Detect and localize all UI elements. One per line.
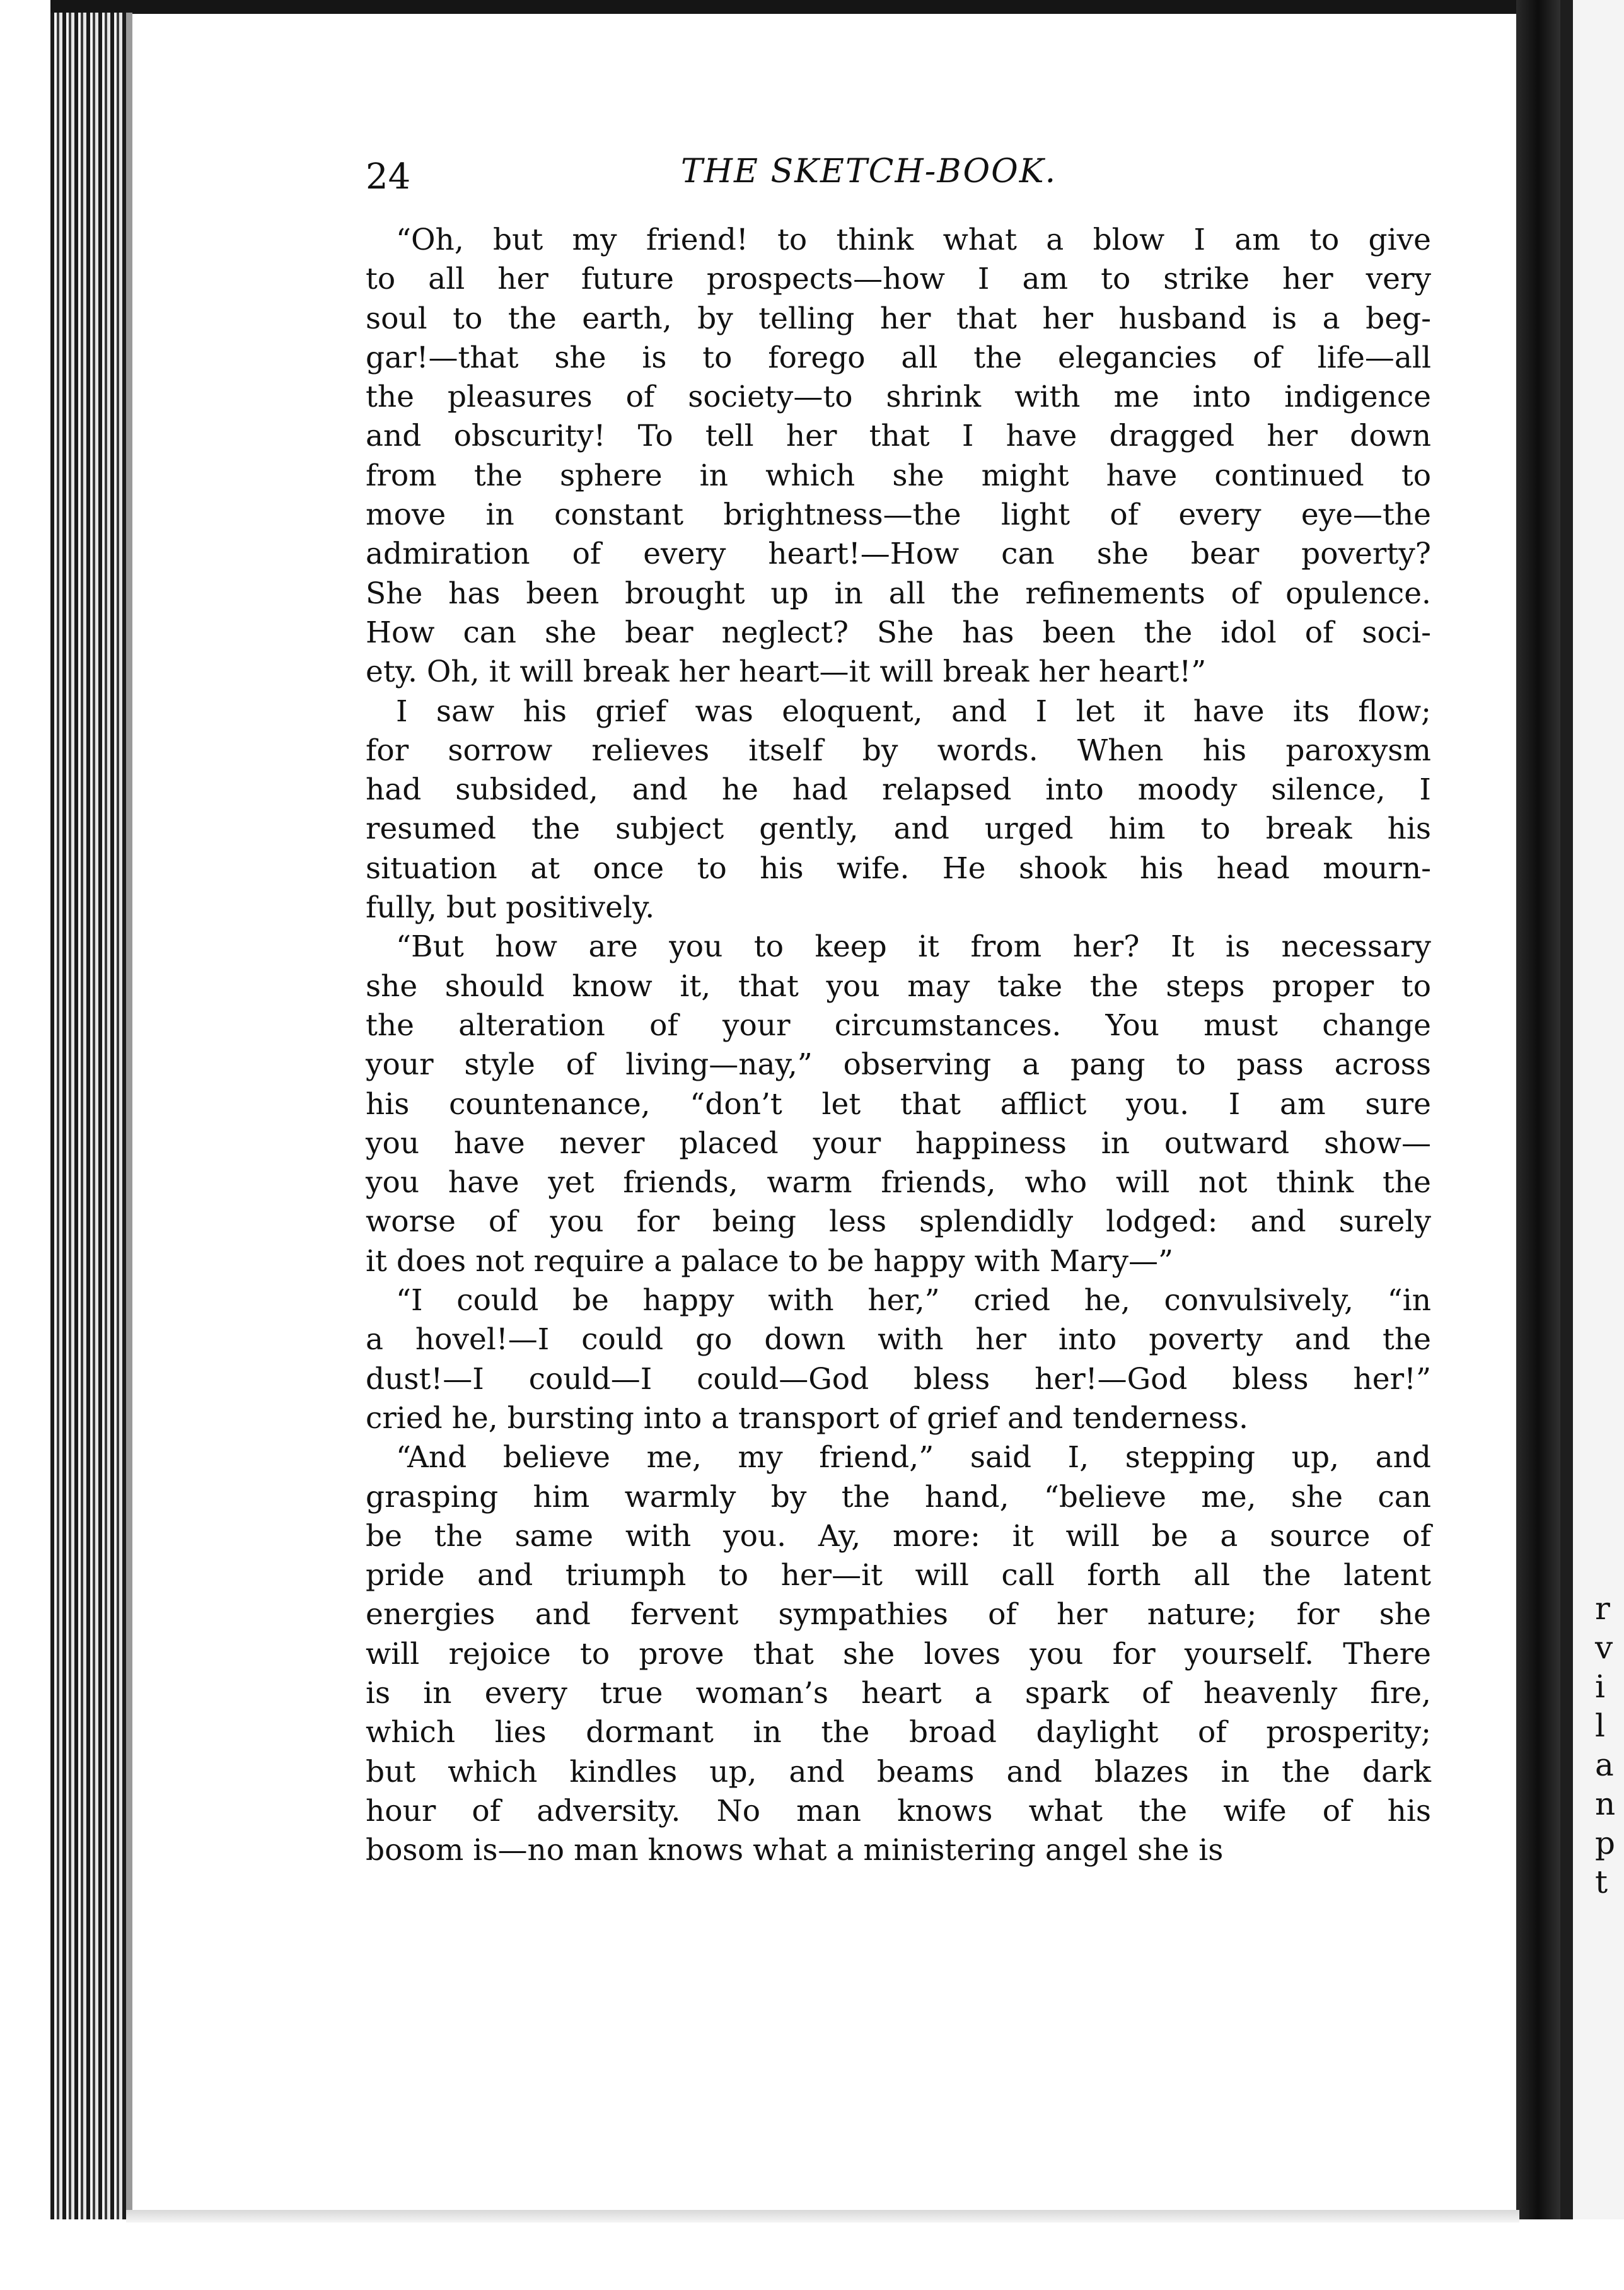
facing-page-letter: p [1595,1825,1616,1861]
text-line: “And believe me, my friend,” said I, stepping up, and [396,1440,1431,1475]
binding-shadow [126,13,132,2219]
text-line: it does not require a palace to be happy with Mary—” [366,1243,1174,1279]
text-line: the pleasures of society—to shrink with me into indigence [366,380,1431,415]
facing-page-text-fragment [1595,1589,1620,1902]
text-line: from the sphere in which she might have continued to [366,458,1431,493]
text-line: cried he, bursting into a transport of grief and tenderness. [366,1400,1248,1436]
text-line: “I could be happy with her,” cried he, convulsively, “in [396,1283,1431,1318]
text-line: grasping him warmly by the hand, “believe me, she can [366,1479,1431,1514]
text-line: gar!—that she is to forego all the elegancies of life—all [366,340,1431,375]
facing-page-letter: i [1595,1668,1605,1705]
text-line: dust!—I could—I could—God bless her!—God bless her!” [366,1361,1431,1397]
text-line: the alteration of your circumstances. You must change [366,1008,1431,1043]
text-line: be the same with you. Ay, more: it will be a source of [366,1518,1431,1554]
facing-page-letter: t [1595,1864,1608,1900]
text-line: his countenance, “don’t let that afflict you. I am sure [366,1086,1431,1122]
text-line: “Oh, but my friend! to think what a blow I am to give [396,223,1431,257]
text-line: She has been brought up in all the refinements of opulence. [366,576,1431,611]
text-line: your style of living—nay,” observing a pang to pass across [366,1047,1431,1083]
body-text [366,221,1431,1870]
text-line: energies and fervent sympathies of her nature; for she [366,1597,1431,1632]
text-line: situation at once to his wife. He shook his head mourn- [366,851,1431,886]
facing-page-letter: n [1595,1786,1616,1822]
text-line: and obscurity! To tell her that I have dragged her down [366,419,1431,454]
text-line: hour of adversity. No man knows what the wife of his [366,1793,1431,1828]
running-head: THE SKETCH-BOOK. [681,153,1057,190]
text-line: pride and triumph to her—it will call forth all the latent [366,1558,1431,1593]
bottom-page-shadow [126,2210,1519,2223]
text-line: which lies dormant in the broad daylight of prosperity; [366,1715,1431,1750]
text-line: ety. Oh, it will break her heart—it will break her heart!” [366,654,1207,690]
text-line: for sorrow relieves itself by words. When his paroxysm [366,733,1431,768]
text-line: I saw his grief was eloquent, and I let it have its flow; [396,694,1431,729]
text-line: she should know it, that you may take the steps proper to [366,968,1431,1004]
text-line: had subsided, and he had relapsed into moody silence, I [366,772,1431,808]
text-line: a hovel!—I could go down with her into poverty and the [366,1322,1431,1357]
text-line: you have yet friends, warm friends, who will not think the [366,1165,1431,1200]
text-line: to all her future prospects—how I am to strike her very [366,262,1431,297]
text-line: admiration of every heart!—How can she bear poverty? [366,537,1431,572]
page-header [366,144,1437,201]
text-line: you have never placed your happiness in outward show— [366,1125,1431,1161]
text-line: How can she bear neglect? She has been the idol of soci- [366,615,1431,650]
facing-page-edge [1560,0,1573,2219]
text-line: move in constant brightness—the light of every eye—the [366,497,1431,533]
facing-page-letter: a [1595,1747,1614,1783]
text-line: resumed the subject gently, and urged him to break his [366,811,1431,847]
text-line: but which kindles up, and beams and blazes in the dark [366,1754,1431,1789]
facing-page-letter: r [1595,1590,1610,1627]
text-line: will rejoice to prove that she loves you for yourself. There [366,1636,1431,1671]
text-line: soul to the earth, by telling her that her husband is a beg- [366,301,1431,336]
page-number: 24 [366,156,411,197]
book-binding-edge [50,13,126,2219]
facing-page-letter: l [1595,1707,1605,1744]
text-line: fully, but positively. [366,890,655,926]
text-line: is in every true woman’s heart a spark of heavenly fire, [366,1675,1431,1711]
facing-page-letter: v [1595,1629,1613,1666]
text-line: worse of you for being less splendidly lodged: and surely [366,1204,1431,1240]
text-line: “But how are you to keep it from her? It is necessary [396,929,1431,965]
book-gutter [1516,0,1560,2219]
top-page-edge [50,0,1576,14]
text-line: bosom is—no man knows what a ministering angel she is [366,1833,1224,1868]
